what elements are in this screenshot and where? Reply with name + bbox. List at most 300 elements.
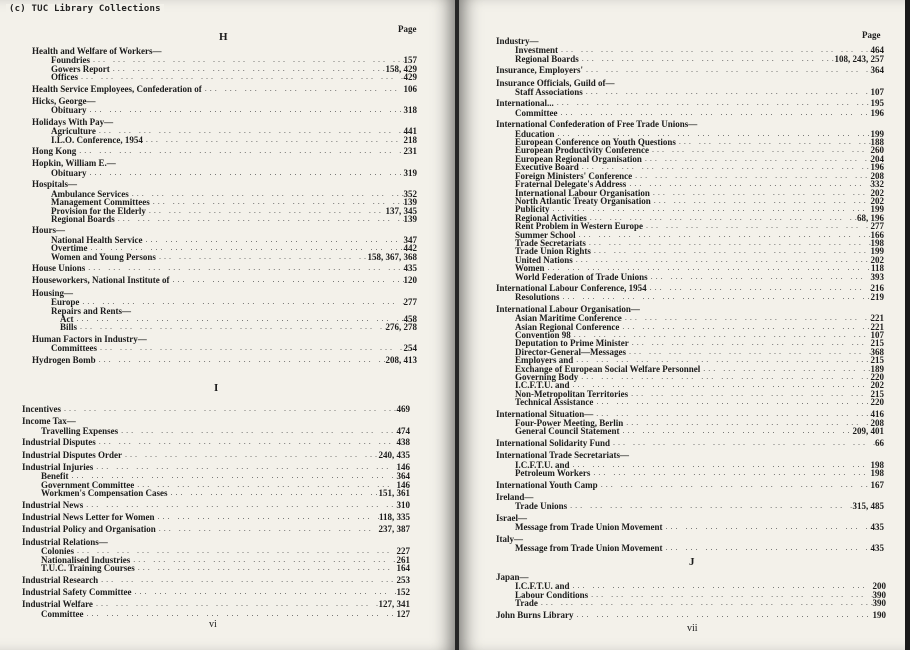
page-reference: 220 [870,372,884,383]
page-reference: 458 [403,313,417,324]
leader-dots [623,419,870,427]
entry-title: Japan— [496,572,529,582]
page-reference: 198 [870,459,884,470]
index-heading [496,65,884,75]
page-reference: 120 [403,275,417,286]
page-reference: 438 [396,437,410,448]
leader-dots [560,293,871,301]
entry-title: Hospitals— [32,179,78,190]
subentry-title: Obituary [51,105,87,116]
page-reference: 208, 413 [385,354,417,365]
index-section-h [32,46,417,367]
leader-dots [118,427,396,435]
leader-dots [96,355,386,365]
subentry-title: Summer School [515,229,576,240]
index-heading [32,275,417,285]
leader-dots [643,222,871,230]
page-reference: 347 [403,234,417,245]
subentry-title: Foundries [51,55,91,66]
leader-dots [579,55,835,63]
subentry-title: Rent Problem in Western Europe [515,221,643,232]
leader-dots [632,172,870,180]
page-reference: 152 [396,586,410,597]
leader-dots [115,215,404,223]
page-reference: 68, 196 [857,212,884,223]
leader-dots [583,88,871,96]
page-reference: 167 [870,479,884,490]
index-entry [496,534,884,555]
index-heading [22,404,410,414]
index-heading [32,288,417,298]
page-reference: 315, 485 [852,501,884,512]
page-reference: 390 [872,589,886,600]
index-heading [32,146,417,156]
entry-title: Housing— [32,287,74,298]
index-subentry [496,544,884,552]
leader-dots [87,169,404,177]
leader-dots [591,247,871,255]
leader-dots [110,65,386,73]
leader-dots [700,365,870,373]
subentry-title: National Health Service [51,234,143,245]
entry-title: Industrial Disputes [22,437,96,448]
subentry-title: Trade Secretariats [515,237,586,248]
leader-dots [550,205,871,213]
leader-dots [93,462,396,472]
index-subentry [496,109,884,117]
page-reference: 208 [870,418,884,429]
index-heading [22,450,410,460]
page-reference: 106 [403,83,417,94]
index-subentry [32,236,417,244]
subentry-title: Non-Metropolitan Territories [515,388,629,399]
subentry-title: Overtime [51,243,88,254]
right-page [459,0,910,650]
subentry-title: Publicity [515,204,550,215]
leader-dots [78,73,404,81]
subentry-title: Travelling Expenses [41,425,119,436]
page-reference: 318 [403,105,417,116]
subentry-title: Exchange of European Social Welfare Personnel [515,363,701,374]
entry-title: Insurance Officials, Guild of— [496,77,615,88]
leader-dots [170,275,404,285]
page-reference: 435 [870,522,884,533]
index-entry [496,409,884,438]
index-section-i-continued [496,36,884,554]
page-reference: 393 [870,271,884,282]
entry-title: International... [496,98,554,109]
page-reference: 189 [870,363,884,374]
page-reference: 332 [870,179,884,190]
index-heading [22,587,410,597]
subentry-title: Management Committees [51,197,150,208]
entry-title: International Confederation of Free Trade Unions— [496,119,698,130]
leader-dots [96,437,397,447]
entry-title: Insurance, Employers' [496,65,584,76]
subentry-title: Trade Unions [515,501,568,512]
index-subentry [496,523,884,531]
entry-title: Hicks, George— [32,96,96,107]
page-reference: 254 [403,343,417,354]
leader-dots [129,190,404,198]
page-reference: 107 [870,330,884,340]
entry-title: International Solidarity Fund [496,437,611,448]
leader-dots [651,197,871,205]
subentry-title: World Federation of Trade Unions [515,271,648,282]
leader-dots [155,512,379,522]
index-entry [32,146,417,158]
leader-dots [650,189,871,197]
leader-dots [90,56,403,64]
entry-title: Industrial Disputes Order [22,449,123,460]
leader-dots [619,427,852,435]
page-reference: 221 [870,321,884,332]
leader-dots [590,469,870,477]
page-reference: 166 [870,229,884,240]
page-reference: 441 [403,126,417,137]
index-entry [496,78,884,99]
leader-dots [648,273,871,281]
page-reference: 202 [870,187,884,198]
subentry-title: I.C.F.T.U. and [515,459,570,470]
leader-dots [202,84,404,94]
index-entry [496,98,884,119]
subentry-title: Act [60,313,74,324]
page-reference: 364 [870,65,884,76]
leader-dots [619,323,870,331]
leader-dots [93,599,379,609]
page-reference: 260 [870,145,884,156]
page-reference: 195 [870,98,884,109]
leader-dots [74,315,404,323]
page-reference: 202 [870,195,884,206]
subentry-title: Petroleum Workers [515,468,591,479]
entry-title: Industry— [496,36,539,46]
subentry-title: Nationalised Industries [41,554,131,565]
subentry-title: European Conference on Youth Questions [515,137,676,148]
index-subentry [32,344,417,352]
entry-title: Hours— [32,225,66,236]
index-entry [32,355,417,367]
index-entry [496,572,886,610]
index-entry [22,512,410,524]
index-entry [496,304,884,409]
entry-title: Income Tax— [22,416,76,427]
subentry-title: Trade Union Rights [515,246,591,257]
subentry-title: Regional Activities [515,212,587,223]
leader-dots [130,556,396,564]
subentry-title: Governing Body [515,372,579,383]
entry-title: Industrial Safety Committee [22,586,132,597]
subentry-title: Employers and [515,355,574,366]
subentry-title: Europe [51,297,80,308]
index-entry [22,587,410,599]
index-subentry [496,469,884,477]
page-reference: 198 [870,468,884,479]
leader-dots [98,575,396,585]
index-subentry [32,169,417,177]
entry-title: Human Factors in Industry— [32,333,147,344]
index-entry [32,275,417,287]
entry-title: Israel— [496,512,527,523]
index-entry [32,46,417,84]
entry-title: Industrial Relations— [22,536,108,547]
index-entry [32,84,417,96]
index-entry [496,36,884,65]
index-section-i [22,404,410,620]
page-reference: 151, 361 [378,488,410,499]
leader-dots [150,198,404,206]
index-subentry [496,427,884,435]
index-subentry [22,489,410,497]
page-reference: 277 [870,221,884,232]
page-reference: 157 [403,55,417,66]
page-reference: 188 [870,137,884,148]
leader-dots [567,502,852,510]
index-section-j [496,572,886,622]
leader-dots [83,610,396,618]
page-reference: 276, 278 [385,322,417,333]
entry-title: House Unions [32,262,86,273]
index-entry [496,492,884,513]
index-subentry [32,73,417,81]
section-letter-i: I [214,382,219,394]
subentry-title: Benefit [41,471,69,482]
page-reference: 469 [396,404,410,414]
entry-title: International Trade Secretariats— [496,450,629,461]
subentry-title: Trade [515,598,538,609]
index-heading [32,84,417,94]
leader-dots [576,231,871,239]
leader-dots [626,348,871,356]
page-reference: 319 [403,167,417,178]
leader-dots [570,582,873,590]
index-heading [32,355,417,365]
entry-title: Italy— [496,533,523,544]
leader-dots [135,564,397,572]
page-reference: 146 [396,462,410,473]
subentry-title: Obituary [51,167,87,178]
index-entry [32,334,417,355]
page-reference: 390 [872,598,886,609]
subentry-title: General Council Statement [515,426,620,437]
page-reference: 199 [870,128,884,139]
page-reference: 139 [403,197,417,208]
page-reference: 107 [870,87,884,98]
subentry-title: Agriculture [51,126,96,137]
subentry-title: Labour Conditions [515,589,589,600]
page-reference: 277 [403,297,417,308]
page-reference: 118, 335 [378,512,410,523]
subentry-title: Bills [60,322,78,333]
index-subentry [496,591,886,599]
leader-dots [649,146,871,154]
page-reference: 146 [396,479,410,490]
leader-dots [626,180,870,188]
leader-dots [97,344,404,352]
page-reference: 231 [403,146,417,157]
index-entry [22,537,410,575]
page-reference: 221 [870,313,884,324]
leader-dots [662,544,870,552]
index-subentry [496,88,884,96]
subentry-title: Regional Boards [515,53,579,64]
page-reference: 137, 345 [385,205,417,216]
page-reference: 208 [870,170,884,181]
page-reference: 364 [396,471,410,482]
index-entry [22,462,410,500]
subentry-title: Fraternal Delegate's Address [515,179,627,190]
index-subentry [32,215,417,223]
entry-title: International Labour Organisation— [496,303,640,314]
leader-dots [570,461,871,469]
index-heading [22,437,410,447]
subentry-title: Government Committee [41,479,135,490]
subentry-title: Gowers Report [51,63,110,74]
index-heading [496,480,884,490]
index-entry [496,283,884,304]
index-entry [496,65,884,77]
index-entry [22,404,410,416]
page-reference: 215 [870,355,884,366]
subentry-title: I.C.F.T.U. and [515,581,570,592]
page-reference: 240, 435 [378,449,410,460]
page-reference: 199 [870,204,884,215]
subentry-title: Foreign Ministers' Conference [515,170,633,181]
entry-title: Hong Kong [32,146,77,157]
page-reference: 220 [870,397,884,408]
index-heading [496,438,884,448]
page-reference: 202 [870,254,884,265]
index-subentry [496,55,884,63]
index-subentry [22,564,410,572]
entry-title: Houseworkers, National Institute of [32,275,170,286]
index-subentry [22,427,410,435]
leader-dots [146,207,386,215]
index-entry [22,437,410,449]
leader-dots [85,263,403,273]
index-subentry [32,65,417,73]
leader-dots [77,323,385,331]
leader-dots [593,409,870,419]
subentry-title: Women and Young Persons [51,251,156,262]
page-number-footer: vi [209,619,217,630]
index-subentry [32,106,417,114]
index-heading [22,575,410,585]
subentry-title: United Nations [515,254,573,265]
page-reference: 139 [403,213,417,224]
index-entry [496,438,884,450]
index-subentry [32,307,417,315]
entry-title: International Youth Camp [496,479,598,490]
subentry-title: Colonies [41,546,75,557]
subentry-title: North Atlantic Treaty Organisation [515,195,651,206]
leader-dots [554,98,871,108]
page-reference: 158, 429 [385,63,417,74]
entry-title: International Situation— [496,408,594,419]
page-reference: 118 [870,263,884,274]
subentry-title: T.U.C. Training Courses [41,563,135,574]
index-entry [22,599,410,620]
index-heading [32,158,417,168]
index-subentry [496,502,884,510]
subentry-title: Executive Board [515,162,579,173]
leader-dots [168,489,379,497]
leader-dots [676,138,871,146]
page-column-header: Page [862,30,881,40]
subentry-title: I.L.O. Conference, 1954 [51,134,143,145]
entry-title: International Labour Conference, 1954 [496,282,647,293]
index-subentry [32,315,417,323]
subentry-title: Committees [51,343,97,354]
page-number-footer: vii [687,623,698,634]
page-reference: 227 [396,546,410,557]
entry-title: Holidays With Pay— [32,116,114,127]
index-entry [32,179,417,225]
subentry-title: Director-General—Messages [515,346,626,357]
subentry-title: Ambulance Services [51,188,129,199]
index-entry [22,500,410,512]
subentry-title: Repairs and Rents— [51,305,132,316]
entry-title: Ireland— [496,491,534,502]
page-column-header: Page [398,24,417,34]
entry-title: Health and Welfare of Workers— [32,46,162,56]
page-reference: 261 [396,554,410,565]
page-reference: 209, 401 [852,426,884,437]
entry-title: Incentives [22,404,61,414]
leader-dots [132,587,397,597]
index-entry [496,513,884,534]
entry-title: Hopkin, William E.— [32,158,116,169]
subentry-title: Deputation to Prime Minister [515,338,629,349]
index-entry [22,450,410,462]
page-reference: 352 [403,188,417,199]
page-reference: 164 [396,563,410,574]
page-reference: 435 [403,262,417,273]
leader-dots [558,46,871,54]
index-entry [496,450,884,479]
entry-title: John Burns Library [496,609,574,620]
entry-title: Industrial News [22,499,84,510]
index-heading [22,512,410,522]
leader-dots [662,523,870,531]
page-reference: 196 [870,107,884,118]
index-entry [22,416,410,437]
index-subentry [496,599,886,607]
page-reference: 202 [870,380,884,391]
index-heading [32,263,417,273]
leader-dots [156,253,368,261]
page-reference: 253 [396,574,410,585]
subentry-title: Message from Trade Union Movement [515,522,663,533]
subentry-title: Committee [41,608,84,619]
page-reference: 108, 243, 257 [834,53,884,64]
subentry-title: Women [515,263,545,274]
page-reference: 190 [872,609,886,620]
entry-title: Industrial Injuries [22,462,94,473]
index-subentry [22,610,410,618]
index-entry [32,117,417,146]
page-reference: 416 [870,408,884,419]
entry-title: Industrial News Letter for Women [22,512,155,523]
index-entry [32,263,417,275]
leader-dots [586,239,871,247]
subentry-title: Convention 98 [515,330,571,340]
entry-title: Health Service Employees, Confederation of [32,83,202,94]
page-reference: 474 [396,425,410,436]
index-entry [496,480,884,492]
leader-dots [610,438,875,448]
